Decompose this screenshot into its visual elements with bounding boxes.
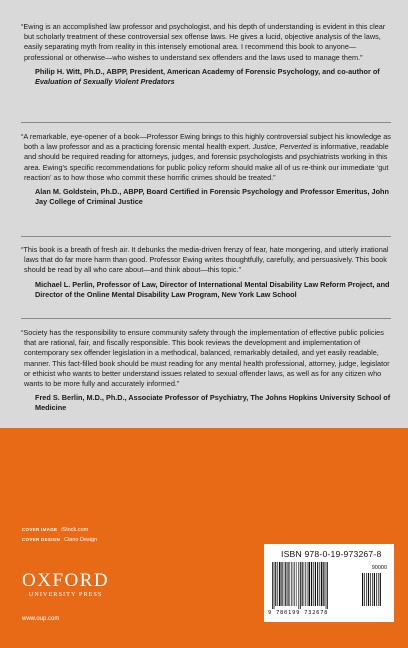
barcode-bar xyxy=(274,562,275,609)
blurb-3 xyxy=(21,245,393,300)
barcode-addon-bar xyxy=(376,573,377,606)
cover-credits xyxy=(22,525,97,545)
barcode-bar xyxy=(296,562,297,606)
cover-image-credit: COVER IMAGE iStock.com xyxy=(22,527,89,533)
blurb-attribution: Philip H. Witt, Ph.D., ABPP, President, American Academy of Forensic Psychology, and co-author of Evaluation of Sexually Violent Predators xyxy=(35,66,380,87)
barcode-addon-bar xyxy=(378,573,379,606)
barcode-bar xyxy=(309,562,311,606)
blurb-attribution-title: Evaluation of Sexually Violent Predators xyxy=(35,77,175,87)
barcode-addon-bar xyxy=(364,573,365,606)
barcode-bar xyxy=(317,562,318,606)
barcode-bar xyxy=(277,562,278,606)
barcode-addon-bar xyxy=(366,573,367,606)
barcode-addon: 90000 xyxy=(371,565,387,571)
barcode-bar xyxy=(285,562,286,606)
barcode-bar xyxy=(291,562,292,606)
barcode-bar xyxy=(293,562,294,606)
barcode-bar xyxy=(294,562,295,606)
barcode-bar xyxy=(313,562,314,606)
barcode-addon-bar xyxy=(374,573,375,606)
barcode-addon-bar xyxy=(370,573,371,606)
publisher-subtitle: UNIVERSITY PRESS xyxy=(28,591,103,598)
blurb-quote: “Ewing is an accomplished law professor and psychologist, and his depth of understanding is evident in this clear but scholarly treatment of these controversial sex offense laws. He gives a lucid, objective analysis of the laws, easily separating myth from reality in this intensely emotional area. I recommend this book to anyone—professional or otherwise—who wishes to understand sex offenders and the laws used to manage them.” xyxy=(21,22,386,62)
blurb-quote: “A remarkable, eye-opener of a book—Professor Ewing brings to this highly controversial subject his knowledge as both a law professor and as a practicing forensic mental health expert. Justice, Perverted is informative, readable and should be required reading for attorneys, judges, and forensic psychologists and psychiatrists working in this area. Ewing's specific recommendations for public policy reform should make all of us re-think our immediate ‘gut reaction’ as to how those who commit these horrific crimes should be treated.” xyxy=(21,132,391,182)
barcode-bar xyxy=(315,562,316,606)
barcode-bar xyxy=(281,562,282,606)
barcode-bars xyxy=(270,562,388,612)
barcode-addon-bar xyxy=(380,573,381,606)
publisher-logo xyxy=(22,572,109,599)
barcode-bar xyxy=(279,562,281,606)
barcode-bar xyxy=(319,562,320,606)
isbn-barcode xyxy=(264,544,394,622)
publisher-name: OXFORD xyxy=(22,570,110,591)
divider xyxy=(21,318,391,319)
book-title: Justice, Perverted xyxy=(252,142,312,152)
isbn-text: ISBN 978-0-19-973267-8 xyxy=(281,549,382,559)
barcode-addon-bar xyxy=(372,573,373,606)
barcode-bar xyxy=(304,562,305,606)
barcode-bar xyxy=(288,562,289,606)
blurb-attribution: Fred S. Berlin, M.D., Ph.D., Associate Professor of Psychiatry, The Johns Hopkins University School of Medicine xyxy=(35,393,391,413)
barcode-addon-bar xyxy=(368,573,369,606)
barcode-addon-bar xyxy=(362,573,363,606)
blurb-1 xyxy=(21,22,393,87)
barcode-bar xyxy=(321,562,323,606)
publisher-url: www.oup.com xyxy=(22,616,60,622)
cover-design-credit: COVER DESIGN Ciano Design xyxy=(22,537,98,543)
barcode-bar xyxy=(275,562,276,606)
barcode-bar xyxy=(305,562,306,606)
barcode-bar xyxy=(311,562,312,606)
barcode-bar xyxy=(290,562,291,606)
barcode-digits: 9 780199 732678 xyxy=(268,610,329,616)
barcode-bar xyxy=(326,562,327,609)
barcode-bar xyxy=(298,562,299,609)
barcode-bar xyxy=(323,562,324,606)
blurb-quote: “This book is a breath of fresh air. It debunks the media-driven frenzy of fear, hate mongering, and utterly irrational laws that do far more harm than good. Professor Ewing writes thoughtfully, carefully, and persuasively. This book should be read by all who care about—and think about—this topic.” xyxy=(21,245,389,275)
barcode-bar xyxy=(302,562,303,606)
blurb-quote: “Society has the responsibility to ensure community safety through the implementation of effective public policies that are rational, fair, and fiscally responsible. This book reviews the development and implementation of contemporary sex offender legislation in a methodical, balanced, remarkably detailed, and yet easily readable, manner. This fact-filled book should be must reading for any mental health professional, attorney, judge, legislator or ethicist who wants to better understand issues related to sexual offender laws, as well as for any citizen who wants to be more fully and accurately informed.” xyxy=(21,328,390,389)
divider xyxy=(21,122,391,123)
divider xyxy=(21,236,391,237)
barcode-bar xyxy=(327,562,328,609)
blurb-attribution: Michael L. Perlin, Professor of Law, Director of International Mental Disability Law Reform Project, and Director of the Online Mental Disability Law Program, New York Law School xyxy=(35,279,390,299)
blurb-4 xyxy=(21,328,393,414)
blurb-2 xyxy=(21,132,393,207)
barcode-bar xyxy=(300,562,301,609)
barcode-bar xyxy=(272,562,273,609)
barcode-bar xyxy=(284,562,285,606)
barcode-bar xyxy=(307,562,308,606)
blurb-attribution: Alan M. Goldstein, Ph.D., ABPP, Board Certified in Forensic Psychology and Professor Emeritus, John Jay College of Criminal Justice xyxy=(35,187,389,207)
